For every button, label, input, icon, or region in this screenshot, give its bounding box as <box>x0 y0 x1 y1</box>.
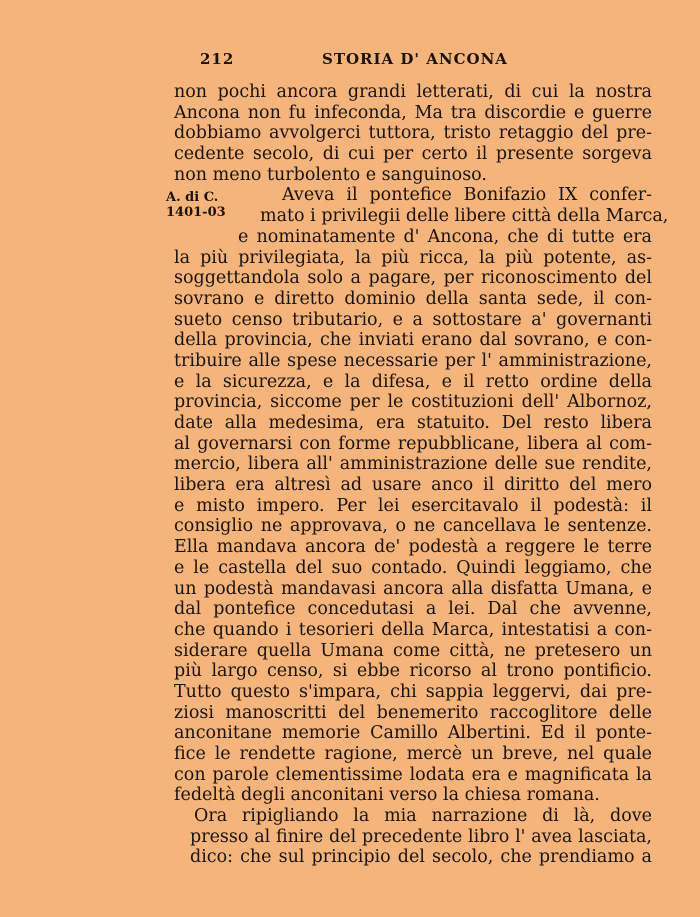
text-line: e le castella del suo contado. Quindi leggiamo, che <box>174 557 652 578</box>
text-line: Ella mandava ancora de' podestà a reggere le terre <box>174 537 652 558</box>
text-line: con parole clementissime lodata era e magnificata la <box>174 764 652 785</box>
page-number: 212 <box>200 50 235 68</box>
text-line: più largo censo, si ebbe ricorso al trono pontificio. <box>174 661 652 682</box>
text-line: Aveva il pontefice Bonifazio IX confer- <box>282 185 652 206</box>
text-line: anconitane memorie Camillo Albertini. Ed il ponte- <box>174 723 652 744</box>
text-line: al governarsi con forme repubblicane, libera al com- <box>174 433 652 454</box>
text-line: ziosi manoscritti del benemerito raccoglitore delle <box>174 702 652 723</box>
text-line: e misto impero. Per lei esercitavalo il podestà: il <box>174 495 652 516</box>
margin-note-line: 1401-03 <box>166 205 226 220</box>
text-line: mato i privilegii delle libere città della Marca, <box>260 206 669 227</box>
text-line: che quando i tesorieri della Marca, intestatisi a con- <box>174 619 652 640</box>
text-line: provincia, siccome per le costituzioni dell' Albornoz, <box>174 392 652 413</box>
text-line: e la sicurezza, e la difesa, e il retto ordine della <box>174 371 652 392</box>
text-line: dobbiamo avvolgerci tuttora, tristo retaggio del pre- <box>174 123 652 144</box>
text-line: tribuire alle spese necessarie per l' amministrazione, <box>174 350 652 371</box>
text-line: dal pontefice concedutasi a lei. Dal che avvenne, <box>174 599 652 620</box>
text-line: consiglio ne approvava, o ne cancellava le sentenze. <box>174 516 652 537</box>
text-line: un podestà mandavasi ancora alla disfatta Umana, e <box>174 578 652 599</box>
text-line: Ora ripigliando la mia narrazione di là, dove <box>194 806 652 827</box>
text-line: e nominatamente d' Ancona, che di tutte era <box>238 226 652 247</box>
page-header <box>200 50 648 74</box>
text-line: dico: che sul principio del secolo, che prendiamo a <box>190 847 652 868</box>
text-line: non pochi ancora grandi letterati, di cui la nostra <box>174 82 652 102</box>
text-line: libera era altresì ad usare anco il diritto del mero <box>174 475 652 496</box>
text-line: fice le rendette ragione, mercè un breve, nel quale <box>174 744 652 764</box>
text-line: la più privilegiata, la più ricca, la più potente, as- <box>174 247 652 268</box>
text-line: siderare quella Umana come città, ne pretesero un <box>174 640 652 661</box>
text-line: soggettandola solo a pagare, per riconoscimento del <box>174 268 652 289</box>
text-line: date alla medesima, era statuito. Del resto libera <box>174 413 652 433</box>
margin-note-line: A. di C. <box>166 190 219 205</box>
text-line: fedeltà degli anconitani verso la chiesa romana. <box>174 785 600 806</box>
running-title: STORIA D' ANCONA <box>322 50 508 68</box>
text-line: Ancona non fu infeconda, Ma tra discordie e guerre <box>174 102 652 123</box>
text-line: Tutto questo s'impara, chi sappia leggervi, dai pre- <box>174 681 652 702</box>
text-line: cedente secolo, di cui per certo il presente sorgeva <box>174 144 652 165</box>
text-line: sovrano e diretto dominio della santa sede, il con- <box>174 288 652 309</box>
text-line: sueto censo tributario, e a sottostare a' governanti <box>174 309 652 330</box>
text-line: della provincia, che inviati erano dal sovrano, e con- <box>174 330 652 351</box>
text-line: presso al finire del precedente libro l' avea lasciata, <box>190 826 652 847</box>
text-line: non meno turbolento e sanguinoso. <box>174 164 487 185</box>
body-text <box>174 82 669 868</box>
text-line: mercio, libera all' amministrazione delle sue rendite, <box>174 454 652 475</box>
